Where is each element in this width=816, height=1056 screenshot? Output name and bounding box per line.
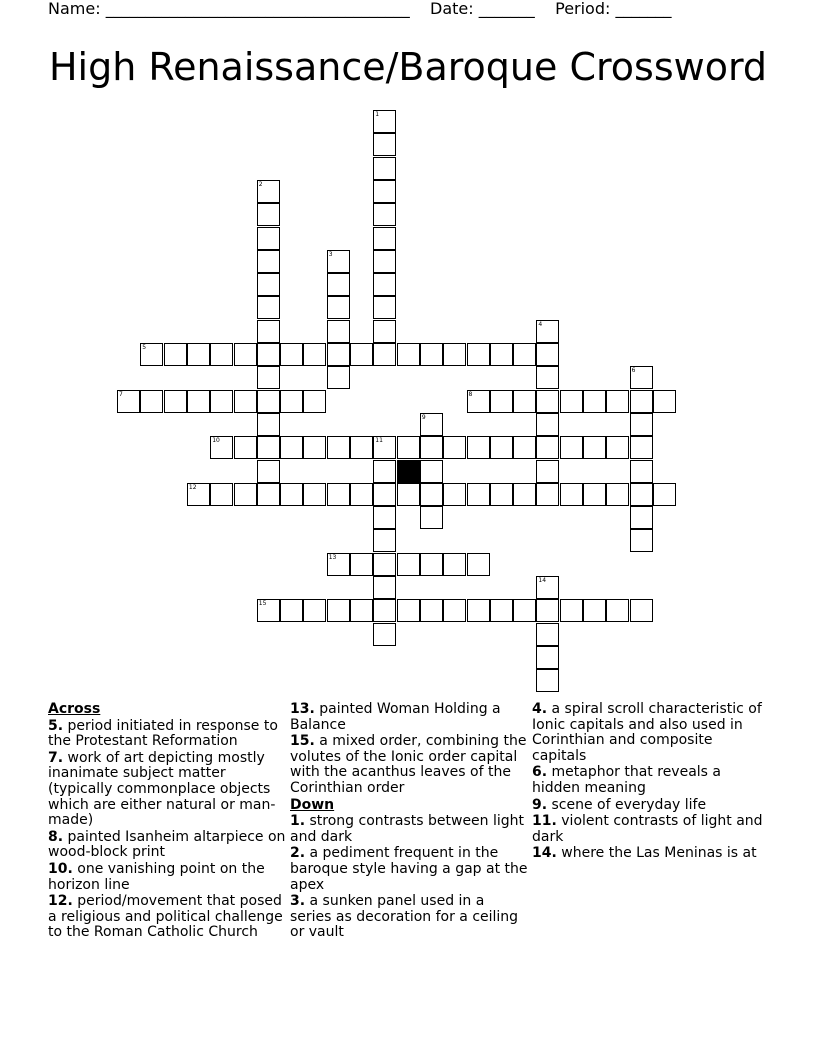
clue-text: painted Woman Holding a Balance [290, 701, 501, 733]
clue-text: period/movement that posed a religious and political challenge to the Roman Catholic Church [48, 893, 283, 941]
grid-cell[interactable] [653, 390, 676, 413]
page-title: High Renaissance/Baroque Crossword [48, 45, 768, 89]
period-label: Period: [555, 0, 611, 18]
grid-cell[interactable] [630, 390, 653, 413]
clue-item [290, 846, 528, 893]
clue-item [48, 830, 286, 861]
clue-item [532, 702, 770, 764]
grid-cell[interactable] [257, 296, 280, 319]
clue-number: 12. [48, 893, 73, 910]
grid-cell[interactable] [373, 273, 396, 296]
down-heading: Down [290, 796, 335, 813]
clue-text: scene of everyday life [547, 796, 707, 813]
grid-cell[interactable] [420, 343, 443, 366]
clue-text: one vanishing point on the horizon line [48, 860, 265, 893]
clue-number: 13 [328, 553, 337, 561]
grid-cell[interactable] [490, 343, 513, 366]
name-label: Name: [48, 0, 101, 18]
clue-number: 11. [532, 813, 557, 830]
grid-cell[interactable] [210, 483, 233, 506]
grid-cell[interactable] [536, 436, 559, 459]
grid-cell[interactable] [373, 320, 396, 343]
clue-item [532, 814, 770, 845]
grid-cell[interactable] [210, 390, 233, 413]
grid-cell[interactable] [164, 390, 187, 413]
grid-cell[interactable] [513, 483, 536, 506]
grid-cell[interactable] [606, 390, 629, 413]
grid-cell[interactable] [443, 483, 466, 506]
clue-item [290, 702, 528, 733]
clue-item [48, 862, 286, 893]
grid-cell[interactable] [467, 599, 490, 622]
grid-cell[interactable] [303, 390, 326, 413]
clue-number: 14. [532, 845, 557, 862]
grid-cell[interactable] [280, 483, 303, 506]
grid-cell[interactable] [257, 203, 280, 226]
clue-text: a pediment frequent in the baroque style having a gap at the apex [290, 845, 528, 893]
grid-cell[interactable] [536, 646, 559, 669]
grid-cell[interactable] [397, 599, 420, 622]
grid-cell[interactable] [513, 390, 536, 413]
clue-number: 14 [538, 577, 547, 584]
clue-item [532, 765, 770, 796]
clue-number: 9 [421, 413, 426, 421]
clue-text: strong contrasts between light and dark [290, 813, 525, 845]
grid-cell[interactable] [303, 436, 326, 459]
grid-cell[interactable] [140, 390, 163, 413]
clue-number: 7 [119, 390, 123, 398]
grid-cell[interactable] [536, 599, 559, 622]
clue-text: period initiated in response to the Protestant Reformation [48, 717, 278, 750]
grid-cell[interactable] [327, 296, 350, 319]
grid-cell[interactable] [327, 553, 350, 576]
date-line: _______ [478, 0, 535, 18]
grid-cell[interactable] [373, 623, 396, 646]
grid-cell[interactable] [420, 506, 443, 529]
grid-cell[interactable] [257, 343, 280, 366]
grid-cell[interactable] [443, 343, 466, 366]
grid-cell[interactable] [373, 110, 396, 133]
grid-cell[interactable] [187, 343, 210, 366]
grid-cell[interactable] [490, 599, 513, 622]
grid-cell[interactable] [257, 227, 280, 250]
grid-cell[interactable] [630, 483, 653, 506]
clue-number: 3 [328, 250, 333, 258]
clue-number: 8 [468, 390, 473, 398]
grid-cell[interactable] [397, 436, 420, 459]
grid-cell[interactable] [490, 436, 513, 459]
across-heading: Across [48, 701, 101, 717]
grid-cell[interactable] [350, 436, 373, 459]
clue-text: work of art depicting mostly inanimate subject matter (typically commonplace objects which are either natural or man-made) [48, 749, 276, 829]
grid-cell[interactable] [536, 483, 559, 506]
grid-cell[interactable] [350, 343, 373, 366]
grid-cell[interactable] [257, 366, 280, 389]
clue-text: painted Isanheim altarpiece on wood-block print [48, 828, 286, 861]
grid-cell[interactable] [280, 343, 303, 366]
clues-column-1 [48, 702, 286, 942]
grid-cell[interactable] [327, 343, 350, 366]
clue-text: a sunken panel used in a series as decoration for a ceiling or vault [290, 893, 519, 941]
clue-number: 1 [375, 111, 380, 118]
clue-number: 9. [532, 796, 548, 813]
grid-cell[interactable] [327, 320, 350, 343]
clues-column-3 [532, 702, 770, 863]
grid-cell[interactable] [536, 366, 559, 389]
grid-cell[interactable] [560, 436, 583, 459]
grid-cell[interactable] [373, 576, 396, 599]
grid-cell[interactable] [257, 436, 280, 459]
clue-number: 13. [290, 701, 315, 717]
grid-cell[interactable] [467, 343, 490, 366]
grid-cell[interactable] [164, 343, 187, 366]
clue-number: 6. [532, 764, 548, 781]
clue-item [290, 814, 528, 845]
grid-cell[interactable] [187, 390, 210, 413]
grid-cell[interactable] [234, 436, 257, 459]
grid-cell[interactable] [443, 553, 466, 576]
grid-cell[interactable] [467, 390, 490, 413]
grid-cell[interactable] [630, 366, 653, 389]
grid-cell[interactable] [373, 483, 396, 506]
clue-number: 4 [538, 320, 543, 328]
clue-item [290, 894, 528, 941]
clue-number: 10 [212, 437, 220, 445]
grid-cell[interactable] [583, 483, 606, 506]
grid-cell[interactable] [490, 483, 513, 506]
clue-number: 12 [188, 483, 197, 491]
grid-cell[interactable] [513, 599, 536, 622]
grid-cell[interactable] [560, 390, 583, 413]
clue-number: 15 [258, 600, 267, 608]
grid-cell[interactable] [350, 483, 373, 506]
blocked-cell [397, 460, 420, 483]
grid-cell[interactable] [583, 599, 606, 622]
clue-number: 2. [290, 845, 306, 862]
grid-cell[interactable] [397, 483, 420, 506]
clue-number: 1. [290, 813, 306, 830]
grid-cell[interactable] [467, 483, 490, 506]
grid-cell[interactable] [536, 460, 559, 483]
grid-cell[interactable] [467, 436, 490, 459]
clues-column-2 [290, 702, 528, 942]
clue-number: 4. [532, 701, 548, 717]
grid-cell[interactable] [606, 436, 629, 459]
grid-cell[interactable] [257, 273, 280, 296]
grid-cell[interactable] [257, 180, 280, 203]
grid-cell[interactable] [420, 483, 443, 506]
grid-cell[interactable] [257, 599, 280, 622]
grid-cell[interactable] [583, 390, 606, 413]
name-line: ______________________________________ [105, 0, 410, 18]
grid-cell[interactable] [513, 436, 536, 459]
grid-cell[interactable] [373, 296, 396, 319]
clue-text: a spiral scroll characteristic of Ionic capitals and also used in Corinthian and composite capitals [532, 701, 762, 764]
grid-cell[interactable] [210, 436, 233, 459]
grid-cell[interactable] [397, 343, 420, 366]
grid-cell[interactable] [630, 436, 653, 459]
clue-text: where the Las Meninas is at [556, 845, 757, 862]
grid-cell[interactable] [327, 273, 350, 296]
grid-cell[interactable] [630, 599, 653, 622]
grid-cell[interactable] [257, 320, 280, 343]
clue-item [48, 751, 286, 829]
grid-cell[interactable] [536, 669, 559, 692]
grid-cell[interactable] [234, 390, 257, 413]
grid-cell[interactable] [373, 436, 396, 459]
grid-cell[interactable] [373, 203, 396, 226]
grid-cell[interactable] [420, 413, 443, 436]
clue-item [290, 734, 528, 796]
clue-number: 15. [290, 733, 315, 750]
grid-cell[interactable] [467, 553, 490, 576]
grid-cell[interactable] [257, 483, 280, 506]
clue-item [48, 894, 286, 941]
grid-cell[interactable] [630, 460, 653, 483]
grid-cell[interactable] [373, 180, 396, 203]
grid-cell[interactable] [536, 413, 559, 436]
down-clue-list [290, 814, 528, 941]
grid-cell[interactable] [234, 343, 257, 366]
grid-cell[interactable] [536, 623, 559, 646]
grid-cell[interactable] [327, 436, 350, 459]
grid-cell[interactable] [327, 599, 350, 622]
grid-cell[interactable] [257, 250, 280, 273]
grid-cell[interactable] [606, 483, 629, 506]
clue-text: a mixed order, combining the volutes of the Ionic order capital with the acanthus leaves of the Corinthian order [290, 733, 527, 796]
clue-number: 6 [631, 367, 636, 375]
grid-cell[interactable] [327, 250, 350, 273]
grid-cell[interactable] [327, 483, 350, 506]
grid-cell[interactable] [373, 529, 396, 552]
grid-cell[interactable] [536, 343, 559, 366]
across-clue-list [48, 719, 286, 941]
grid-cell[interactable] [257, 413, 280, 436]
grid-cell[interactable] [630, 506, 653, 529]
clue-number: 3. [290, 893, 306, 910]
grid-cell[interactable] [350, 599, 373, 622]
grid-cell[interactable] [373, 227, 396, 250]
grid-cell[interactable] [583, 436, 606, 459]
grid-cell[interactable] [420, 553, 443, 576]
clue-number: 8. [48, 828, 64, 845]
grid-cell[interactable] [280, 599, 303, 622]
clue-number: 10. [48, 860, 73, 877]
grid-cell[interactable] [373, 460, 396, 483]
grid-cell[interactable] [140, 343, 163, 366]
grid-cell[interactable] [443, 436, 466, 459]
date-label: Date: [430, 0, 474, 18]
grid-cell[interactable] [117, 390, 140, 413]
down-clue-list-continued [532, 702, 770, 862]
grid-cell[interactable] [187, 483, 210, 506]
grid-cell[interactable] [257, 390, 280, 413]
grid-cell[interactable] [490, 390, 513, 413]
grid-cell[interactable] [536, 320, 559, 343]
grid-cell[interactable] [653, 483, 676, 506]
grid-cell[interactable] [373, 506, 396, 529]
grid-cell[interactable] [443, 599, 466, 622]
grid-cell[interactable] [303, 599, 326, 622]
grid-cell[interactable] [210, 343, 233, 366]
clue-text: violent contrasts of light and dark [532, 813, 763, 845]
grid-cell[interactable] [373, 250, 396, 273]
grid-cell[interactable] [350, 553, 373, 576]
clue-number: 5 [142, 344, 147, 351]
grid-cell[interactable] [280, 436, 303, 459]
clue-number: 5. [48, 717, 64, 734]
grid-cell[interactable] [257, 460, 280, 483]
across-clue-list-continued [290, 702, 528, 797]
grid-cell[interactable] [327, 366, 350, 389]
grid-cell[interactable] [373, 599, 396, 622]
grid-cell[interactable] [420, 436, 443, 459]
grid-cell[interactable] [303, 483, 326, 506]
grid-cell[interactable] [536, 576, 559, 599]
grid-cell[interactable] [234, 483, 257, 506]
grid-cell[interactable] [630, 413, 653, 436]
clue-number: 7. [48, 749, 64, 766]
grid-cell[interactable] [397, 553, 420, 576]
clue-number: 11 [375, 437, 383, 445]
grid-cell[interactable] [373, 553, 396, 576]
grid-cell[interactable] [536, 390, 559, 413]
grid-cell[interactable] [373, 157, 396, 180]
period-line: _______ [615, 0, 672, 18]
grid-cell[interactable] [606, 599, 629, 622]
clue-number: 2 [258, 180, 263, 188]
clue-item [532, 798, 770, 814]
grid-cell[interactable] [303, 343, 326, 366]
clue-text: metaphor that reveals a hidden meaning [532, 764, 721, 796]
grid-cell[interactable] [420, 460, 443, 483]
grid-cell[interactable] [420, 599, 443, 622]
grid-cell[interactable] [560, 599, 583, 622]
grid-cell[interactable] [630, 529, 653, 552]
grid-cell[interactable] [560, 483, 583, 506]
grid-cell[interactable] [373, 133, 396, 156]
clue-item [532, 846, 770, 862]
grid-cell[interactable] [373, 343, 396, 366]
grid-cell[interactable] [280, 390, 303, 413]
grid-cell[interactable] [513, 343, 536, 366]
clue-item [48, 719, 286, 750]
